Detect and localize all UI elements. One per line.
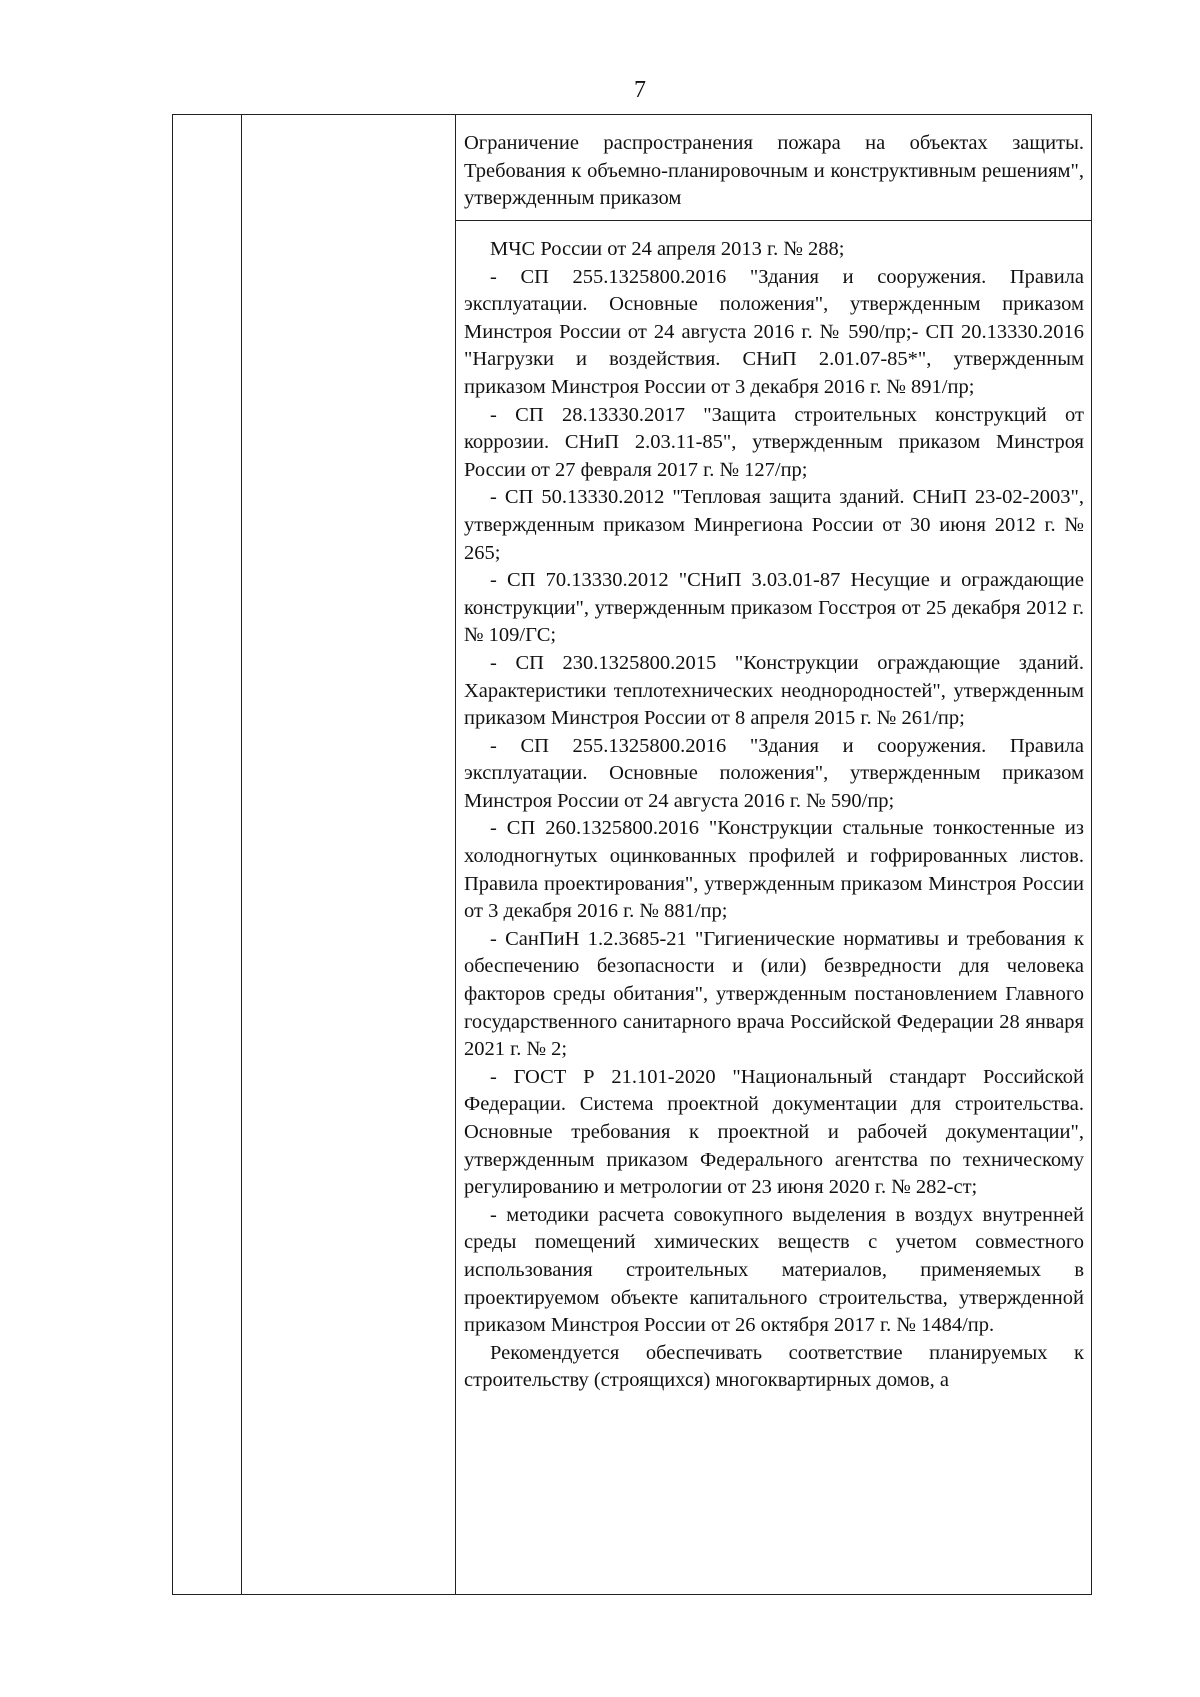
top-cell-text (464, 130, 1084, 213)
paragraph: - СанПиН 1.2.3685-21 "Гигиенические нормативы и требования к обеспечению безопасности и (или) безвредности для человека факторов среды обитания", утвержденным постановлением Главного государственного санитарного врача Российской Федерации 28 января 2021 г. № 2; (464, 927, 1084, 1061)
page-number: 7 (634, 77, 646, 103)
paragraph: Рекомендуется обеспечивать соответствие планируемых к строительству (строящихся) многоквартирных домов, а (464, 1341, 1084, 1392)
document-table (172, 114, 1092, 1595)
paragraph: - СП 255.1325800.2016 "Здания и сооружения. Правила эксплуатации. Основные положения", утвержденным приказом Минстроя России от 24 августа 2016 г. № 590/пр;- СП 20.13330.2016 "Нагрузки и воздействия. СНиП 2.01.07-85*", утвержденным приказом Минстроя России от 3 декабря 2016 г. № 891/пр; (464, 265, 1084, 398)
paragraph: - методики расчета совокупного выделения в воздух внутренней среды помещений химических веществ с учетом совместного использования строительных материалов, применяемых в проектируемом объекте капитального строительства, утвержденной приказом Минстроя России от 26 октября 2017 г. № 1484/пр. (464, 1203, 1084, 1337)
top-cell-paragraph: Ограничение распространения пожара на объектах защиты. Требования к объемно-планировочным и конструктивным решениям", утвержденным приказом (464, 132, 1084, 210)
column-divider (241, 115, 242, 1594)
paragraph: - СП 255.1325800.2016 "Здания и сооружения. Правила эксплуатации. Основные положения", утвержденным приказом Минстроя России от 24 августа 2016 г. № 590/пр; (464, 734, 1084, 812)
paragraph: МЧС России от 24 апреля 2013 г. № 288; (490, 238, 845, 260)
row-divider (455, 220, 1091, 221)
paragraph: - ГОСТ Р 21.101-2020 "Национальный стандарт Российской Федерации. Система проектной документации для строительства. Основные требования к проектной и рабочей документации", утвержденным приказом Федерального агентства по техническому регулированию и метрологии от 23 июня 2020 г. № 282-ст; (464, 1065, 1084, 1199)
bottom-cell-text (464, 236, 1084, 1395)
paragraph: - СП 260.1325800.2016 "Конструкции стальные тонкостенные из холодногнутых оцинкованных профилей и гофрированных листов. Правила проектирования", утвержденным приказом Минстроя России от 3 декабря 2016 г. № 881/пр; (464, 817, 1084, 923)
paragraph: - СП 50.13330.2012 "Тепловая защита зданий. СНиП 23-02-2003", утвержденным приказом Минрегиона России от 30 июня 2012 г. № 265; (464, 486, 1084, 564)
column-divider (455, 115, 456, 1594)
paragraph: - СП 28.13330.2017 "Защита строительных конструкций от коррозии. СНиП 2.03.11-85", утвержденным приказом Минстроя России от 27 февраля 2017 г. № 127/пр; (464, 403, 1084, 481)
paragraph: - СП 230.1325800.2015 "Конструкции ограждающие зданий. Характеристики теплотехнических неоднородностей", утвержденным приказом Минстроя России от 8 апреля 2015 г. № 261/пр; (464, 651, 1084, 730)
paragraph: - СП 70.13330.2012 "СНиП 3.03.01-87 Несущие и ограждающие конструкции", утвержденным приказом Госстроя от 25 декабря 2012 г. № 109/ГС; (464, 569, 1084, 647)
